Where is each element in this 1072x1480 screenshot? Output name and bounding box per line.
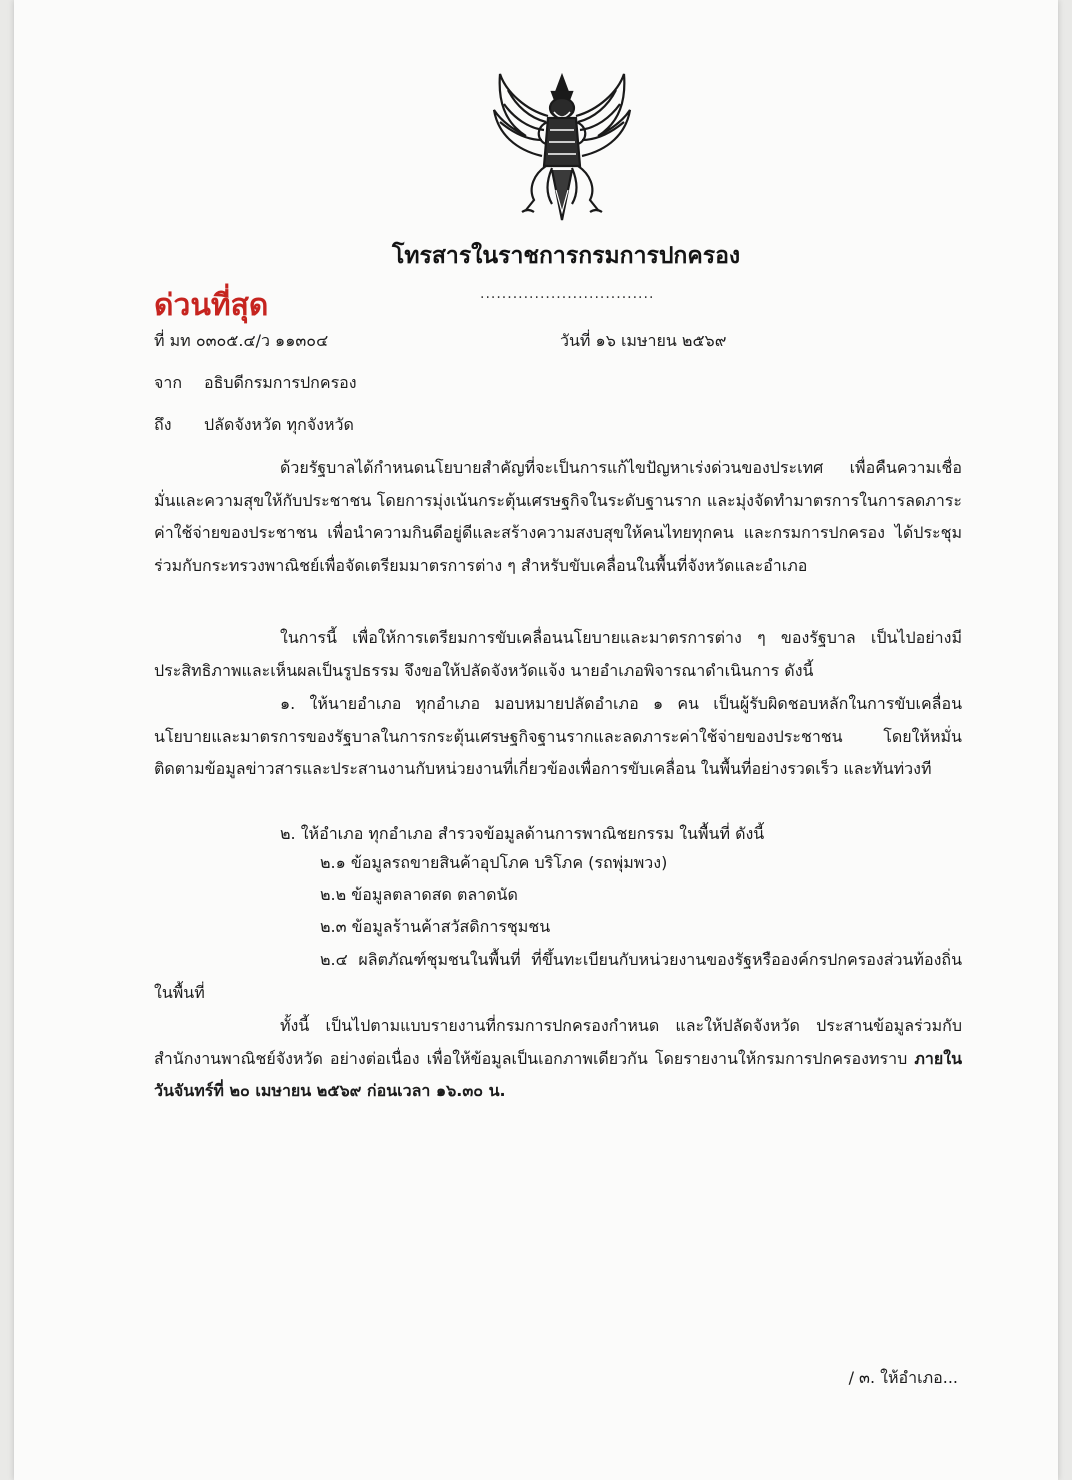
garuda-emblem-icon [486, 70, 638, 228]
point-1: ๑. ให้นายอำเภอ ทุกอำเภอ มอบหมายปลัดอำเภอ ๑ คน เป็นผู้รับผิดชอบหลักในการขับเคลื่อนนโยบายและมาตรการของรัฐบาลในการกระตุ้นเศรษฐกิจฐานรากและลดภาระค่าใช้จ่ายของประชาชน โดยให้หมั่นติดตามข้อมูลข่าวสารและประสานงานกับหน่วยงานที่เกี่ยวข้องเพื่อการขับเคลื่อน ในพื้นที่อย่างรวดเร็ว และทันท่วงที [154, 694, 962, 778]
sub-item-2-3: ๒.๓ ข้อมูลร้านค้าสวัสดิการชุมชน [320, 917, 551, 936]
to-line [154, 413, 354, 438]
continued-marker: / ๓. ให้อำเภอ... [848, 1368, 958, 1387]
deadline-text: ภายในวันจันทร์ที่ ๒๐ เมษายน ๒๕๖๙ ก่อนเวลา ๑๖.๓๐ น. [154, 1048, 962, 1100]
paragraph-intro: ด้วยรัฐบาลได้กำหนดนโยบายสำคัญที่จะเป็นการแก้ไขปัญหาเร่งด่วนของประเทศ เพื่อคืนความเชื่อมั่นและความสุขให้กับประชาชน โดยการมุ่งเน้นกระตุ้นเศรษฐกิจในระดับฐานราก และมุ่งจัดทำมาตรการในการลดภาระค่าใช้จ่ายของประชาชน เพื่อนำความกินดีอยู่ดีและสร้างความสงบสุขให้คนไทยทุกคน และกรมการปกครอง ได้ประชุมร่วมกับกระทรวงพาณิชย์เพื่อจัดเตรียมมาตรการต่าง ๆ สำหรับขับเคลื่อนในพื้นที่จังหวัดและอำเภอ [154, 458, 962, 575]
from-value: อธิบดีกรมการปกครอง [204, 373, 357, 392]
urgency-label: ด่วนที่สุด [154, 288, 269, 323]
to-label: ถึง [154, 415, 172, 434]
dotted-line: ................................ [480, 286, 655, 302]
from-label: จาก [154, 373, 183, 392]
point-2: ๒. ให้อำเภอ ทุกอำเภอ สำรวจข้อมูลด้านการพาณิชยกรรม ในพื้นที่ ดังนี้ [280, 824, 765, 843]
sub-item-2-1: ๒.๑ ข้อมูลรถขายสินค้าอุปโภค บริโภค (รถพุ่มพวง) [320, 853, 668, 872]
to-value: ปลัดจังหวัด ทุกจังหวัด [204, 415, 354, 434]
closing-text: ทั้งนี้ เป็นไปตามแบบรายงานที่กรมการปกครองกำหนด และให้ปลัดจังหวัด ประสานข้อมูลร่วมกับสำนักงานพาณิชย์จังหวัด อย่างต่อเนื่อง เพื่อให้ข้อมูลเป็นเอกภาพเดียวกัน โดยรายงานให้กรมการปกครองทราบ [154, 1016, 962, 1068]
paragraph-closing [154, 1010, 962, 1108]
sub-item-2-4: ๒.๔ ผลิตภัณฑ์ชุมชนในพื้นที่ ที่ขึ้นทะเบียนกับหน่วยงานของรัฐหรือองค์กรปกครองส่วนท้องถิ่นในพื้นที่ [154, 950, 962, 1002]
reference-number: ที่ มท ๐๓๐๕.๔/ว ๑๑๓๐๔ [154, 331, 329, 350]
paragraph-request: ในการนี้ เพื่อให้การเตรียมการขับเคลื่อนนโยบายและมาตรการต่าง ๆ ของรัฐบาล เป็นไปอย่างมีประสิทธิภาพและเห็นผลเป็นรูปธรรม จึงขอให้ปลัดจังหวัดแจ้ง นายอำเภอพิจารณาดำเนินการ ดังนี้ [154, 628, 962, 680]
document-title: โทรสารในราชการกรมการปกครอง [392, 243, 741, 269]
document-date: วันที่ ๑๖ เมษายน ๒๕๖๙ [560, 331, 727, 350]
from-line [154, 371, 357, 396]
document-page [14, 0, 1058, 1480]
sub-item-2-2: ๒.๒ ข้อมูลตลาดสด ตลาดนัด [320, 885, 518, 904]
